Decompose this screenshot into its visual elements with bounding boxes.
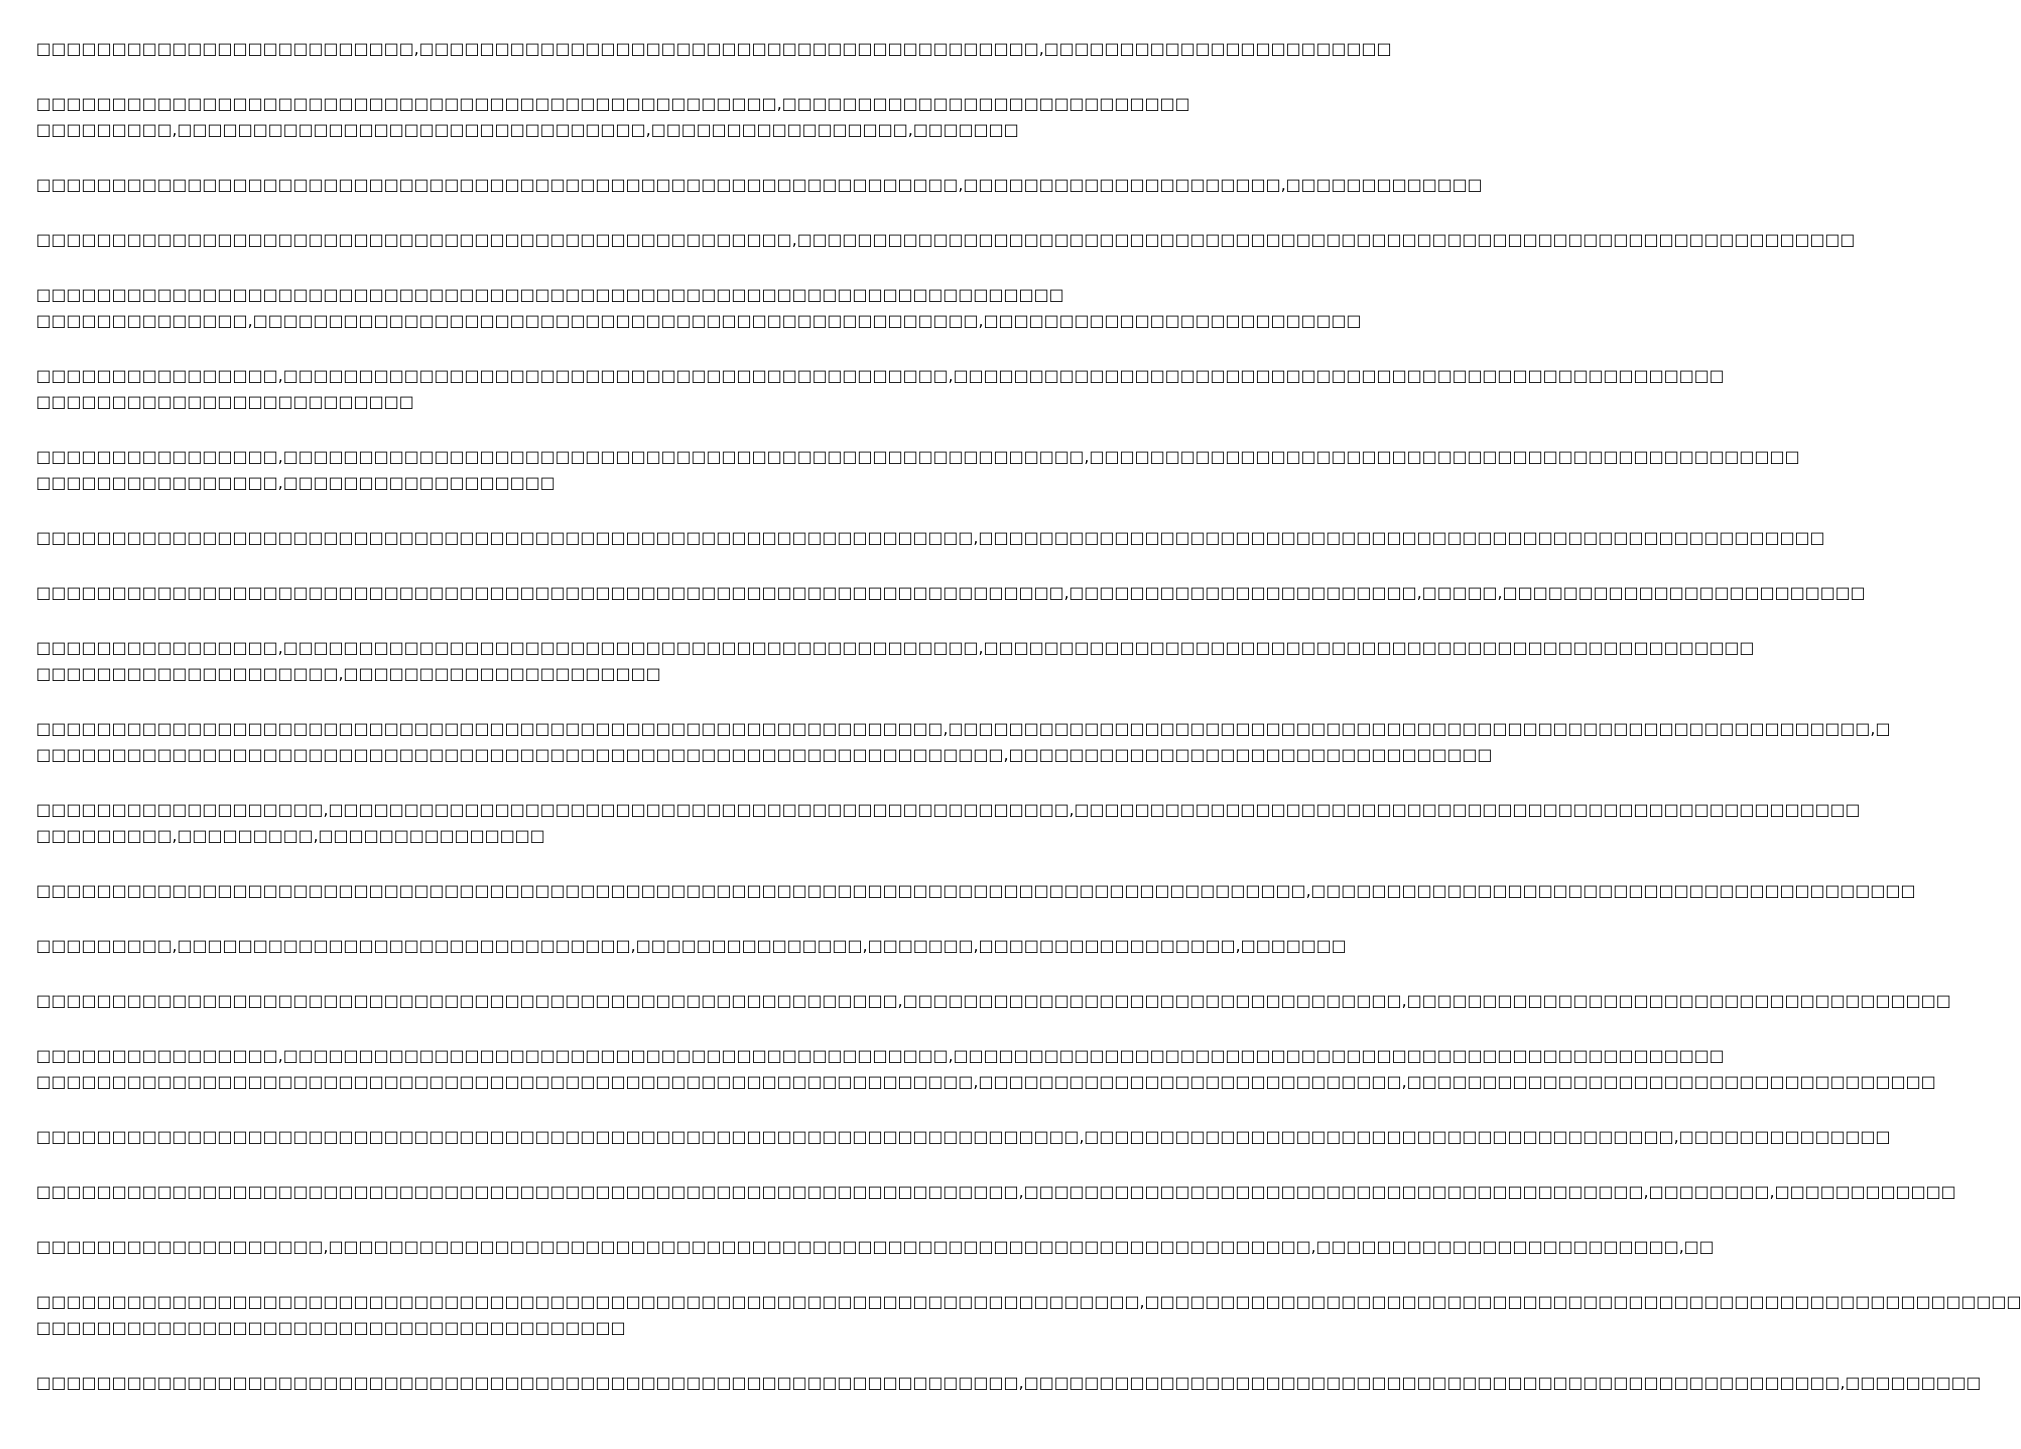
text-line: □□□□□□□□□,□□□□□□□□□□□□□□□□□□□□□□□□□□□□□□□,□□□□□□□□□□□□□□□□□,□□□□□□□ [36,120,1019,139]
text-line: □□□□□□□□□□□□□□□□□□□□□□□□□□□□□□□□□□□□□□□□□□□□□□□□□,□□□□□□□□□□□□□□□□□□□□□□□□□□□ [36,94,1190,113]
text-line: □□□□□□□□□□□□□□□□□□□,□□□□□□□□□□□□□□□□□□□□□□□□□□□□□□□□□□□□□□□□□□□□□□□□□□□□□□□□□□□□□□□□□,□□□□□□□□□□□□□□□□□□□□□□□□,□□ [36,1237,1715,1256]
paragraph [36,878,1916,904]
paragraph [36,635,1755,687]
paragraph [36,1234,1715,1260]
paragraph [36,172,1483,198]
text-line: □□□□□□□□□□□□□□□□,□□□□□□□□□□□□□□□□□□□□□□□□□□□□□□□□□□□□□□□□□□□□,□□□□□□□□□□□□□□□□□□□□□□□□□□□□□□□□□□□□□□□□□□□□□□□□□□□ [36,1046,1725,1065]
paragraph [36,1289,2021,1341]
text-line: □□□□□□□□□□□□□□□□□□□□□□□□□□□□□□□□□□□□□□□□□□□□□□□□□□□□□□□□□□□□□□□□□,□□□□□□□□□□□□□□□□□□□□□□□□□□□□□□□□□□□□□□□□□□□□□□□□□□□□□□,□□□□□□□□□ [36,1373,1982,1392]
text-line: □□□□□□□□□□□□□□□□□□□□□□□□□ [36,392,414,411]
text-line: □□□□□□□□□□□□□□,□□□□□□□□□□□□□□□□□□□□□□□□□□□□□□□□□□□□□□□□□□□□□□□□,□□□□□□□□□□□□□□□□□□□□□□□□□ [36,311,1362,330]
paragraph [36,91,1190,143]
text-line: □□□□□□□□□□□□□□□□□□□□□□□□□□□□□□□□□□□□□□□□□□□□□□□□□□□□□□□□□□□□□□□□□,□□□□□□□□□□□□□□□□□□□□□□□□□□□□□□□□□□□□□□□□□,□□□□□□□□,□□□□□□□□□□□□ [36,1182,1957,1201]
paragraph [36,1370,1982,1396]
text-line: □□□□□□□□□□□□□□□□□□□□□□□□□□□□□□□□□□□□□□□□□□□□□□□□□□□□□□□□□□□□,□□□□□□□□□□□□□□□□□□□□□□□□□□□□□□□□□□□□□□□□□□□□□□□□□□□□□□□□□□□□□,□ [36,719,1891,738]
text-line: □□□□□□□□□□□□□□□□□□□□,□□□□□□□□□□□□□□□□□□□□□ [36,664,661,683]
text-line: □□□□□□□□□□□□□□□□,□□□□□□□□□□□□□□□□□□□□□□□□□□□□□□□□□□□□□□□□□□□□□□,□□□□□□□□□□□□□□□□□□□□□□□□□□□□□□□□□□□□□□□□□□□□□□□□□□□ [36,638,1755,657]
document-body [36,36,2021,1425]
text-line: □□□□□□□□□□□□□□□□□□□□□□□□□□□□□□□□□□□□□□□□□□□□□□□□□□□□□□□□□□□□□□□□□□□□□,□□□□□□□□□□□□□□□□□□□□□□□□□□□□□□□□□□□□□□□,□□□□□□□□□□□□□□ [36,1127,1891,1146]
text-line: □□□□□□□□□□□□□□□□□□□□□□□□□□□□□□□□□□□□□□□□□□□□□□□□□□□□□□□□□□□□□□□□□□□□,□□□□□□□□□□□□□□□□□□□□□□□,□□□□□,□□□□□□□□□□□□□□□□□□□□□□□□ [36,583,1866,602]
text-line: □□□□□□□□□□□□□□□□□□□□□□□□□□□□□□□□□□□□□□□□□□□□□□□□□□,□□□□□□□□□□□□□□□□□□□□□□□□□□□□□□□□□□□□□□□□□□□□□□□□□□□□□□□□□□□□□□□□□□□□□□ [36,230,1856,249]
paragraph [36,227,1856,253]
text-line: □□□□□□□□□,□□□□□□□□□□□□□□□□□□□□□□□□□□□□□□,□□□□□□□□□□□□□□□,□□□□□□□,□□□□□□□□□□□□□□□□□,□□□□□□□ [36,936,1347,955]
text-line: □□□□□□□□□□□□□□□□□□□□□□□□□□□□□□□□□□□□□□□□□□□□□□□□□□□□□□□□□□□□□□□□,□□□□□□□□□□□□□□□□□□□□□□□□□□□□□□□□ [36,745,1493,764]
text-line: □□□□□□□□□□□□□□□□□□□□□□□□□□□□□□□□□□□□□□□ [36,1318,626,1337]
paragraph [36,580,1866,606]
text-line: □□□□□□□□□,□□□□□□□□□,□□□□□□□□□□□□□□□ [36,826,546,845]
text-line: □□□□□□□□□□□□□□□□□□□□□□□□□,□□□□□□□□□□□□□□□□□□□□□□□□□□□□□□□□□□□□□□□□□,□□□□□□□□□□□□□□□□□□□□□□□ [36,39,1392,58]
paragraph [36,36,1392,62]
text-line: □□□□□□□□□□□□□□□□,□□□□□□□□□□□□□□□□□□ [36,473,556,492]
paragraph [36,933,1347,959]
text-line: □□□□□□□□□□□□□□□□,□□□□□□□□□□□□□□□□□□□□□□□□□□□□□□□□□□□□□□□□□□□□□□□□□□□□□,□□□□□□□□□□□□□□□□□□□□□□□□□□□□□□□□□□□□□□□□□□□□□□□ [36,447,1800,466]
paragraph [36,1043,1936,1095]
text-line: □□□□□□□□□□□□□□□□□□□□□□□□□□□□□□□□□□□□□□□□□□□□□□□□□□□□□□□□□□□□□□,□□□□□□□□□□□□□□□□□□□□□□□□□□□□□□□□□□□□□□□□□□□□□□□□□□□□□□□□ [36,528,1825,547]
paragraph [36,1124,1891,1150]
text-line: □□□□□□□□□□□□□□□□□□□□□□□□□□□□□□□□□□□□□□□□□□□□□□□□□□□□□□□□□□□□□□□□□□□□ [36,285,1064,304]
paragraph [36,1179,1957,1205]
paragraph [36,988,1951,1014]
text-line: □□□□□□□□□□□□□□□□□□□□□□□□□□□□□□□□□□□□□□□□□□□□□□□□□□□□□□□□□□□□□□□□□□□□□□□□□,□□□□□□□□□□□□□□□□□□□□□□□□□□□□□□□□□□□□□□□□□□□□□□□□□□□□□□□□□□ [36,1292,2021,1311]
paragraph [36,444,1800,496]
text-line: □□□□□□□□□□□□□□□□□□□□□□□□□□□□□□□□□□□□□□□□□□□□□□□□□□□□□□□□□□□□□,□□□□□□□□□□□□□□□□□□□□□,□□□□□□□□□□□□□ [36,175,1483,194]
text-line: □□□□□□□□□□□□□□□□□□□□□□□□□□□□□□□□□□□□□□□□□□□□□□□□□□□□□□□□□□□□□□,□□□□□□□□□□□□□□□□□□□□□□□□□□□□,□□□□□□□□□□□□□□□□□□□□□□□□□□□□□□□□□□□ [36,1072,1936,1091]
paragraph [36,525,1825,551]
text-line: □□□□□□□□□□□□□□□□□□□,□□□□□□□□□□□□□□□□□□□□□□□□□□□□□□□□□□□□□□□□□□□□□□□□□,□□□□□□□□□□□□□□□□□□□□□□□□□□□□□□□□□□□□□□□□□□□□□□□□□□□□ [36,800,1861,819]
text-line: □□□□□□□□□□□□□□□□,□□□□□□□□□□□□□□□□□□□□□□□□□□□□□□□□□□□□□□□□□□□□,□□□□□□□□□□□□□□□□□□□□□□□□□□□□□□□□□□□□□□□□□□□□□□□□□□□ [36,366,1725,385]
paragraph [36,716,1891,768]
text-line: □□□□□□□□□□□□□□□□□□□□□□□□□□□□□□□□□□□□□□□□□□□□□□□□□□□□□□□□□□□□□□□□□□□□□□□□□□□□□□□□□□□□,□□□□□□□□□□□□□□□□□□□□□□□□□□□□□□□□□□□□□□□□ [36,881,1916,900]
paragraph [36,282,1362,334]
paragraph [36,363,1725,415]
paragraph [36,797,1861,849]
text-line: □□□□□□□□□□□□□□□□□□□□□□□□□□□□□□□□□□□□□□□□□□□□□□□□□□□□□□□□□,□□□□□□□□□□□□□□□□□□□□□□□□□□□□□□□□□,□□□□□□□□□□□□□□□□□□□□□□□□□□□□□□□□□□□□ [36,991,1951,1010]
